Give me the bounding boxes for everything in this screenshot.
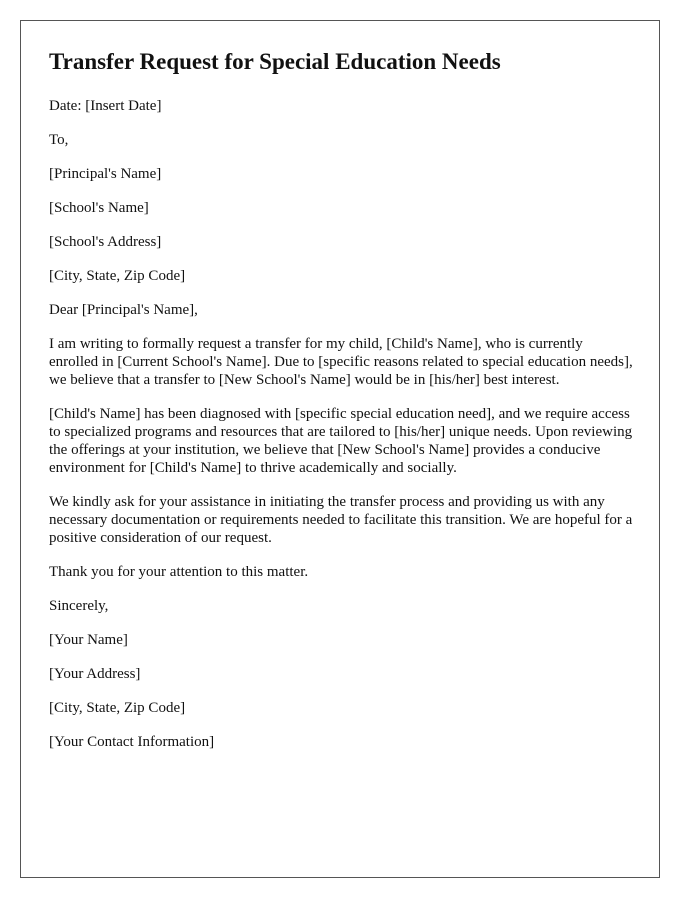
body-paragraph-2: [Child's Name] has been diagnosed with [specific special education need], and we require access to specialized programs and resources that are tailored to [his/her] unique needs. Upon reviewing the offerings at your institution, we believe that [New School's Name] provides a conducive environment for [Child's Name] to thrive academically and socially. xyxy=(49,406,633,476)
to-line: To, xyxy=(49,132,69,148)
letter-title: Transfer Request for Special Education Needs xyxy=(49,49,501,74)
recipient-city-state-zip: [City, State, Zip Code] xyxy=(49,268,186,284)
closing-line: Sincerely, xyxy=(49,598,109,614)
thanks-line: Thank you for your attention to this matter. xyxy=(49,564,309,580)
recipient-school: [School's Name] xyxy=(49,200,149,216)
sender-city-state-zip: [City, State, Zip Code] xyxy=(49,700,186,716)
recipient-address: [School's Address] xyxy=(49,234,162,250)
sender-contact: [Your Contact Information] xyxy=(49,734,215,750)
recipient-name: [Principal's Name] xyxy=(49,166,162,182)
sender-address: [Your Address] xyxy=(49,666,141,682)
sender-name: [Your Name] xyxy=(49,632,128,648)
letter-content xyxy=(49,47,635,767)
body-paragraph-3: We kindly ask for your assistance in initiating the transfer process and providing us with any necessary documentation or requirements needed to facilitate this transition. We are hopeful for a positive consideration of our request. xyxy=(49,494,633,546)
salutation: Dear [Principal's Name], xyxy=(49,302,198,318)
body-paragraph-1: I am writing to formally request a transfer for my child, [Child's Name], who is currently enrolled in [Current School's Name]. Due to [specific reasons related to special education needs], we believe that a transfer to [New School's Name] would be in [his/her] best interest. xyxy=(49,336,633,388)
letter-page xyxy=(20,20,660,878)
date-line: Date: [Insert Date] xyxy=(49,98,162,114)
